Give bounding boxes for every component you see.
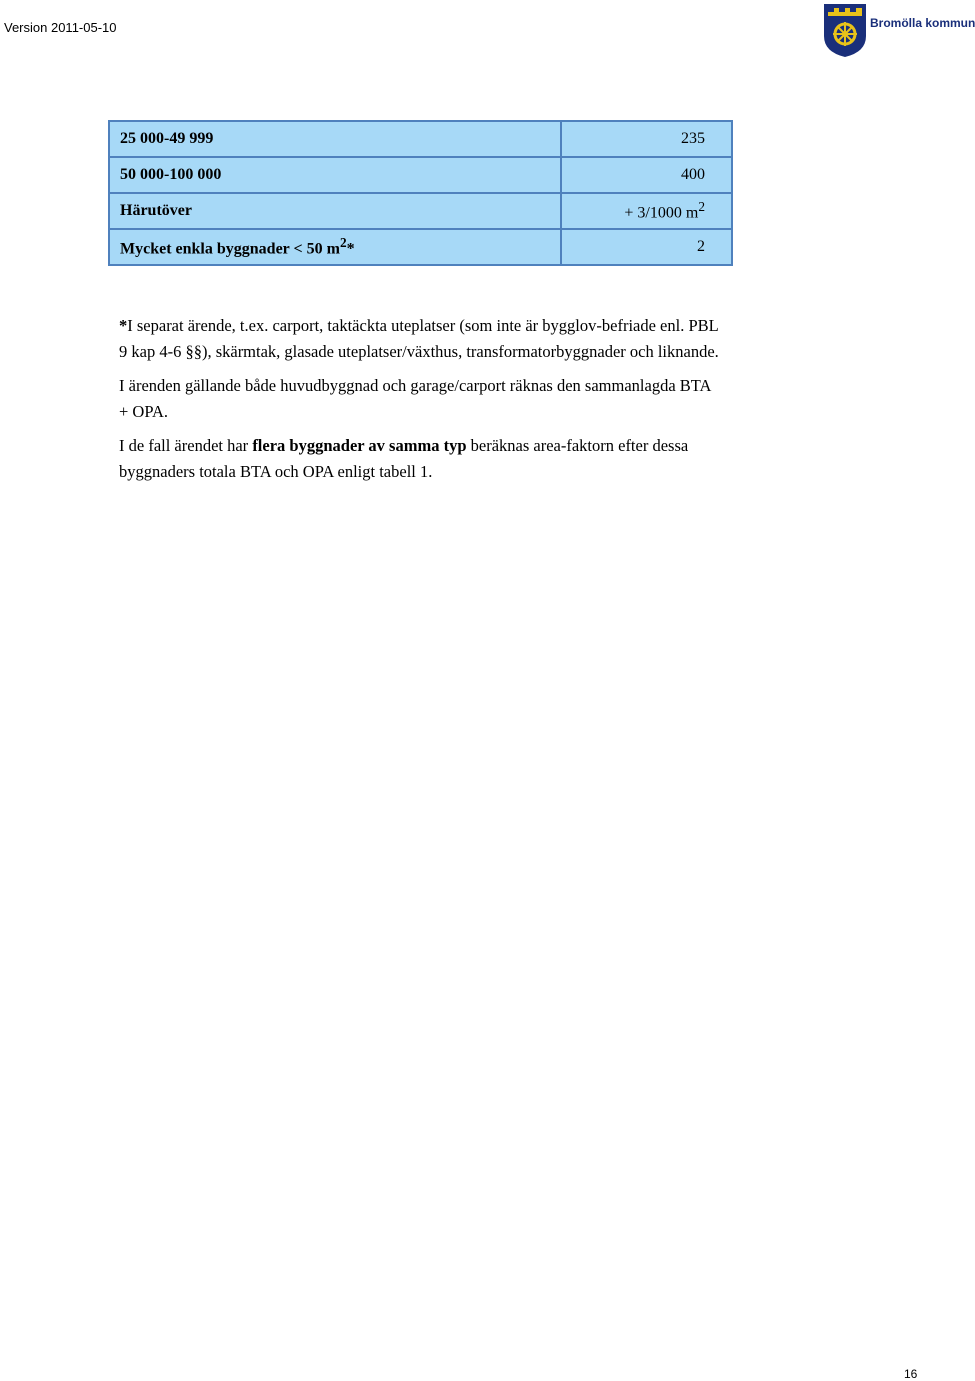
row-value: 235 <box>561 121 732 157</box>
note-asterisk: * <box>119 316 128 335</box>
logo-text: Bromölla kommun <box>870 16 975 30</box>
note-paragraph-3 <box>119 433 719 485</box>
table-row <box>109 157 732 193</box>
row-label-sup: 2 <box>339 235 347 251</box>
table-row <box>109 193 732 229</box>
row-label-asterisk: * <box>346 240 355 258</box>
row-label <box>109 229 561 265</box>
municipal-coat-of-arms-icon <box>822 2 868 58</box>
note-text: I separat ärende, t.ex. carport, taktäckta uteplatser (som inte är bygglov-befriade enl. PBL 9 kap 4-6 <box>119 316 719 361</box>
row-value: 400 <box>561 157 732 193</box>
row-label: 25 000-49 999 <box>109 121 561 157</box>
note-text: beräknas area-faktorn efter dessa byggnaders totala BTA och OPA enligt tabell 1. <box>119 436 689 481</box>
note-text: I de fall ärendet har <box>119 436 253 455</box>
row-value-sup: 2 <box>698 199 705 215</box>
version-label: Version 2011-05-10 <box>4 20 117 35</box>
notes-body <box>119 313 719 493</box>
section-symbols: §§ <box>185 342 202 361</box>
table-row <box>109 229 732 265</box>
row-label-text: Mycket enkla byggnader < 50 m <box>120 240 340 258</box>
note-text: ), skärmtak, glasade uteplatser/växthus, transformatorbyggnader och liknande. <box>201 342 719 361</box>
row-value-text: + 3/1000 m <box>624 204 699 222</box>
row-value <box>561 193 732 229</box>
note-paragraph-2: I ärenden gällande både huvudbyggnad och garage/carport räknas den sammanlagda BTA + OPA. <box>119 376 711 421</box>
fee-table <box>108 120 733 266</box>
row-value: 2 <box>561 229 732 265</box>
logo <box>822 2 975 60</box>
table-row <box>109 121 732 157</box>
row-label: Härutöver <box>109 193 561 229</box>
note-emphasis: flera byggnader av samma typ <box>252 436 467 455</box>
row-label: 50 000-100 000 <box>109 157 561 193</box>
page-number: 16 <box>904 1367 918 1381</box>
note-paragraph-1 <box>119 313 719 365</box>
